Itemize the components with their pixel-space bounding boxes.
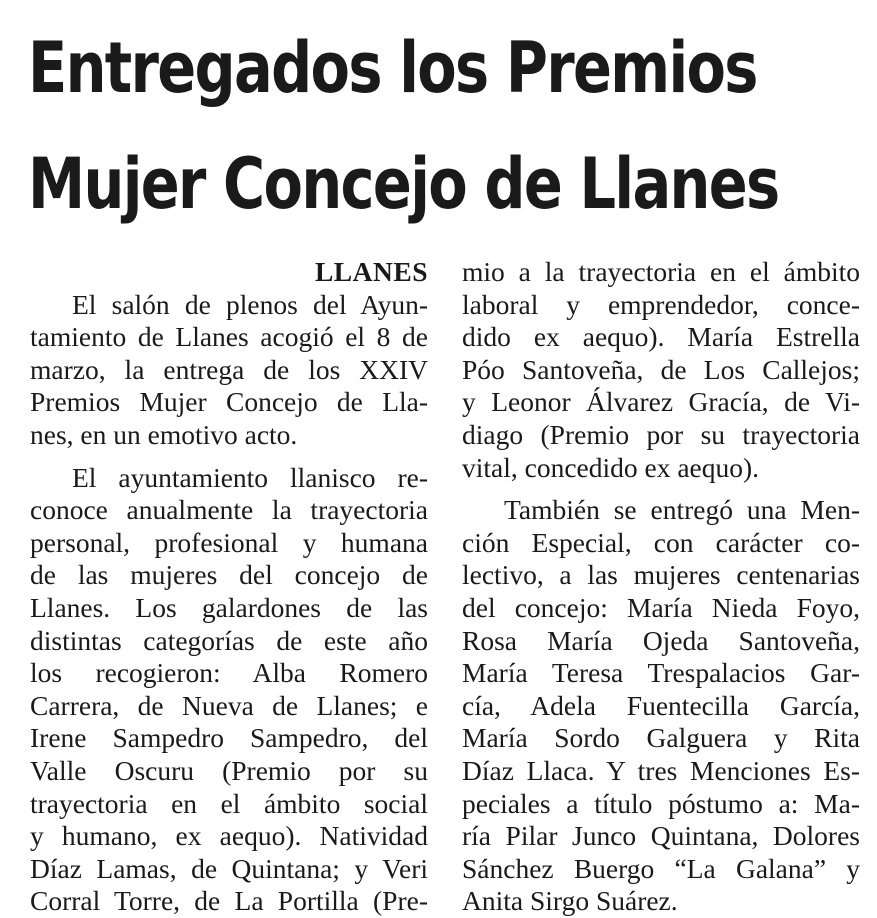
text-line: Sánchez Buergo “La Galana” y	[462, 852, 860, 884]
text-line: Díaz Lamas, de Quintana; y Veri	[30, 852, 428, 884]
text-line: laboral y emprendedor, conce-	[462, 288, 860, 320]
text-line: distintas categorías de este año	[30, 624, 428, 656]
text-line: de las mujeres del concejo de	[30, 559, 428, 591]
dateline: LLANES	[314, 256, 428, 287]
text-line: nes, en un emotivo acto.	[30, 418, 298, 450]
text-line: Carrera, de Nueva de Llanes; e	[30, 689, 428, 721]
text-line: vital, concedido ex aequo).	[462, 451, 760, 483]
text-line: los recogieron: Alba Romero	[30, 657, 428, 689]
text-line: Llanes. Los galardones de las	[30, 591, 428, 623]
right-column-body	[462, 256, 860, 918]
text-line: cía, Adela Fuentecilla García,	[462, 689, 860, 721]
text-line: tamiento de Llanes acogió el 8 de	[30, 321, 428, 353]
text-line: Póo Santoveña, de Los Callejos;	[462, 353, 860, 385]
text-line: También se entregó una Men-	[504, 494, 860, 526]
text-line: lectivo, a las mujeres centenarias	[462, 559, 860, 591]
text-line: trayectoria en el ámbito social	[30, 787, 428, 819]
article-column-right	[462, 256, 860, 918]
text-line: Anita Sirgo Suárez.	[462, 885, 678, 917]
text-line: del concejo: María Nieda Foyo,	[462, 591, 860, 623]
text-line: Valle Oscuru (Premio por su	[30, 754, 428, 786]
text-line: María Teresa Trespalacios Gar-	[462, 657, 860, 689]
text-line: Irene Sampedro Sampedro, del	[30, 722, 428, 754]
text-line: personal, profesional y humana	[30, 526, 428, 558]
left-column-body	[30, 289, 428, 918]
text-line: ción Especial, con carácter co-	[462, 526, 860, 558]
article-headline	[28, 10, 779, 242]
article-column-left	[30, 256, 428, 918]
text-line: dido ex aequo). María Estrella	[462, 321, 860, 353]
text-line: Rosa María Ojeda Santoveña,	[462, 624, 860, 656]
headline-line-1: Entregados los Premios	[28, 27, 757, 109]
text-line: ría Pilar Junco Quintana, Dolores	[462, 820, 860, 852]
text-line: El ayuntamiento llanisco re-	[72, 461, 428, 493]
headline-line-2: Mujer Concejo de Llanes	[28, 143, 779, 225]
text-line: mio a la trayectoria en el ámbito	[462, 256, 860, 287]
text-line: Premios Mujer Concejo de Lla-	[30, 386, 428, 418]
text-line: María Sordo Galguera y Rita	[462, 722, 860, 754]
text-line: y Leonor Álvarez Gracía, de Vi-	[462, 386, 860, 418]
text-line: Díaz Llaca. Y tres Menciones Es-	[462, 754, 860, 786]
text-line: Corral Torre, de La Portilla (Pre-	[30, 885, 428, 917]
text-line: El salón de plenos del Ayun-	[72, 288, 428, 320]
text-line: y humano, ex aequo). Natividad	[30, 820, 428, 852]
text-line: marzo, la entrega de los XXIV	[30, 353, 428, 385]
text-line: conoce anualmente la trayectoria	[30, 494, 428, 526]
text-line: peciales a título póstumo a: Ma-	[462, 787, 860, 819]
text-line: diago (Premio por su trayectoria	[462, 418, 860, 450]
